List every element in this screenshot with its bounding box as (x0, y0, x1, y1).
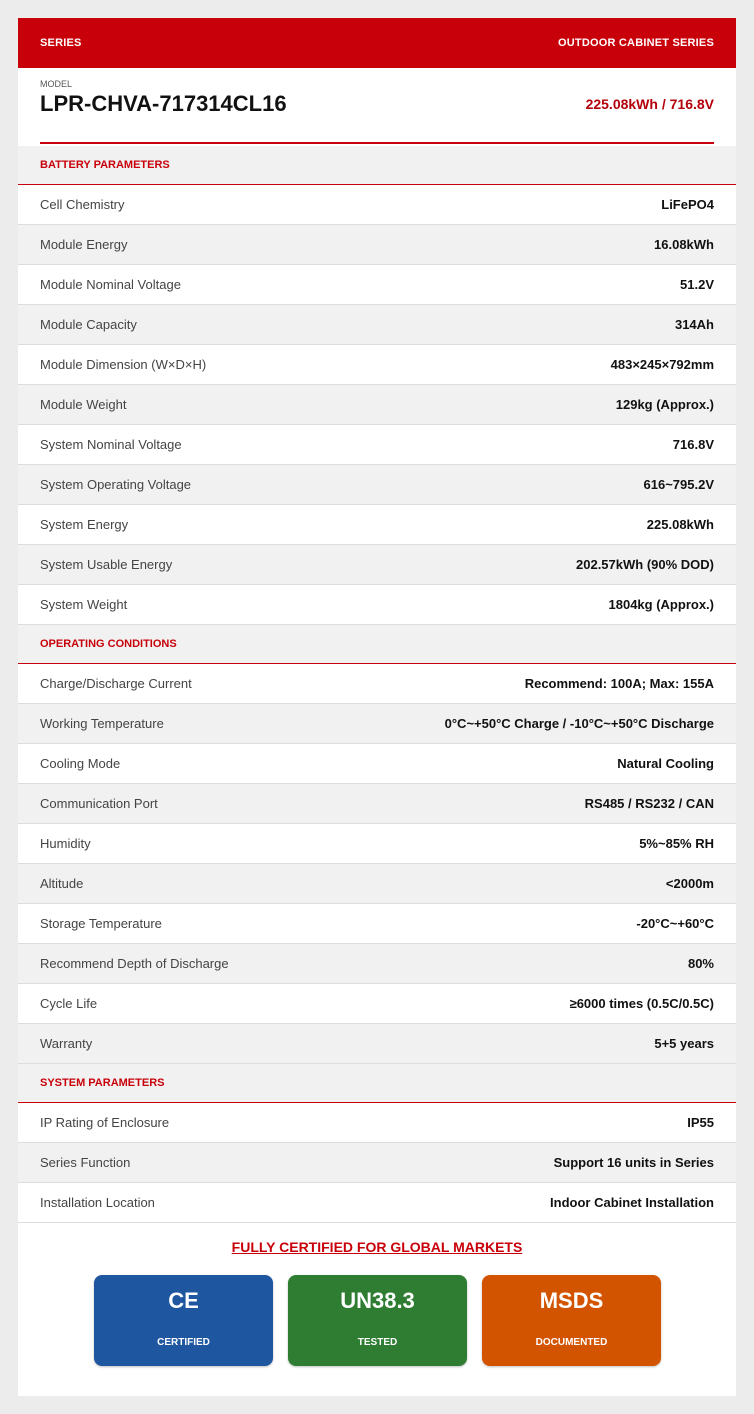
spec-row (18, 1143, 736, 1183)
badge-status: CERTIFIED (157, 1337, 210, 1348)
badge-status: DOCUMENTED (535, 1337, 608, 1348)
section-title-system: SYSTEM PARAMETERS (18, 1064, 736, 1103)
spec-value: LiFePO4 (661, 197, 714, 212)
spec-row (18, 265, 736, 305)
spec-label: Module Energy (40, 237, 128, 252)
spec-value: 0°C~+50°C Charge / -10°C~+50°C Discharge (444, 716, 714, 731)
spec-row (18, 465, 736, 505)
spec-value: 314Ah (674, 317, 714, 332)
certifications (18, 1223, 736, 1395)
spec-row (18, 704, 736, 744)
spec-value: 5+5 years (654, 1036, 714, 1051)
spec-label: Communication Port (40, 796, 158, 811)
series-header (18, 18, 736, 68)
spec-value: <2000m (665, 876, 714, 891)
spec-value: ≥6000 times (0.5C/0.5C) (569, 996, 714, 1011)
model-summary: 225.08kWh / 716.8V (585, 96, 714, 112)
spec-value: 1804kg (Approx.) (608, 597, 714, 612)
spec-row (18, 824, 736, 864)
spec-value: 483×245×792mm (610, 357, 714, 372)
spec-row (18, 944, 736, 984)
spec-row (18, 545, 736, 585)
spec-label: System Nominal Voltage (40, 437, 182, 452)
spec-row (18, 984, 736, 1024)
model-label: MODEL (40, 79, 73, 89)
badge-un38-3 (288, 1275, 467, 1366)
spec-sheet (18, 18, 736, 1396)
section-title-operating: OPERATING CONDITIONS (18, 625, 736, 664)
operating-conditions (18, 664, 736, 1064)
spec-label: Module Dimension (W×D×H) (40, 357, 207, 372)
spec-label: IP Rating of Enclosure (40, 1115, 170, 1130)
spec-label: System Usable Energy (40, 557, 173, 572)
spec-row (18, 185, 736, 225)
spec-row (18, 305, 736, 345)
spec-label: Recommend Depth of Discharge (40, 956, 229, 971)
spec-value: 80% (687, 956, 714, 971)
spec-row (18, 664, 736, 704)
certification-badges (94, 1275, 661, 1366)
spec-value: Support 16 units in Series (553, 1155, 714, 1170)
spec-label: Installation Location (40, 1195, 155, 1210)
spec-value: 5%~85% RH (639, 836, 714, 851)
spec-row (18, 904, 736, 944)
spec-label: Charge/Discharge Current (40, 676, 192, 691)
spec-label: System Energy (40, 517, 129, 532)
spec-row (18, 1183, 736, 1223)
model-block (18, 68, 736, 146)
spec-label: Humidity (40, 836, 91, 851)
spec-label: Storage Temperature (40, 916, 162, 931)
spec-row (18, 345, 736, 385)
spec-label: Series Function (40, 1155, 131, 1170)
series-name: OUTDOOR CABINET SERIES (558, 37, 714, 49)
spec-value: IP55 (687, 1115, 714, 1130)
section-title-battery: BATTERY PARAMETERS (18, 146, 736, 185)
spec-value: 202.57kWh (90% DOD) (576, 557, 714, 572)
spec-label: Cooling Mode (40, 756, 121, 771)
divider (40, 142, 714, 144)
badge-msds (482, 1275, 661, 1366)
spec-row (18, 425, 736, 465)
certifications-title: FULLY CERTIFIED FOR GLOBAL MARKETS (231, 1239, 523, 1255)
spec-label: Module Weight (40, 397, 127, 412)
badge-name: UN38.3 (340, 1288, 415, 1313)
spec-value: RS485 / RS232 / CAN (584, 796, 714, 811)
spec-label: Warranty (40, 1036, 93, 1051)
model-name: LPR-CHVA-717314CL16 (40, 91, 287, 116)
spec-value: -20°C~+60°C (636, 916, 714, 931)
spec-label: Cell Chemistry (40, 197, 125, 212)
battery-parameters (18, 185, 736, 625)
spec-value: Natural Cooling (617, 756, 714, 771)
spec-value: 225.08kWh (646, 517, 714, 532)
spec-value: Indoor Cabinet Installation (550, 1195, 714, 1210)
spec-value: 129kg (Approx.) (615, 397, 714, 412)
spec-label: Cycle Life (40, 996, 98, 1011)
spec-label: Module Nominal Voltage (40, 277, 181, 292)
spec-value: 716.8V (672, 437, 714, 452)
spec-label: System Weight (40, 597, 128, 612)
spec-row (18, 505, 736, 545)
spec-row (18, 744, 736, 784)
spec-value: 51.2V (680, 277, 714, 292)
spec-value: Recommend: 100A; Max: 155A (524, 676, 714, 691)
spec-label: System Operating Voltage (40, 477, 192, 492)
spec-value: 16.08kWh (654, 237, 714, 252)
spec-row (18, 1103, 736, 1143)
spec-label: Altitude (40, 876, 84, 891)
badge-ce (94, 1275, 273, 1366)
badge-name: CE (168, 1288, 199, 1313)
series-label: SERIES (40, 37, 82, 49)
spec-row (18, 784, 736, 824)
spec-label: Module Capacity (40, 317, 137, 332)
spec-row (18, 585, 736, 625)
badge-status: TESTED (357, 1337, 398, 1348)
spec-value: 616~795.2V (643, 477, 714, 492)
spec-row (18, 864, 736, 904)
spec-row (18, 225, 736, 265)
system-parameters (18, 1103, 736, 1223)
badge-name: MSDS (539, 1288, 604, 1313)
spec-row (18, 1024, 736, 1064)
spec-row (18, 385, 736, 425)
spec-label: Working Temperature (40, 716, 164, 731)
